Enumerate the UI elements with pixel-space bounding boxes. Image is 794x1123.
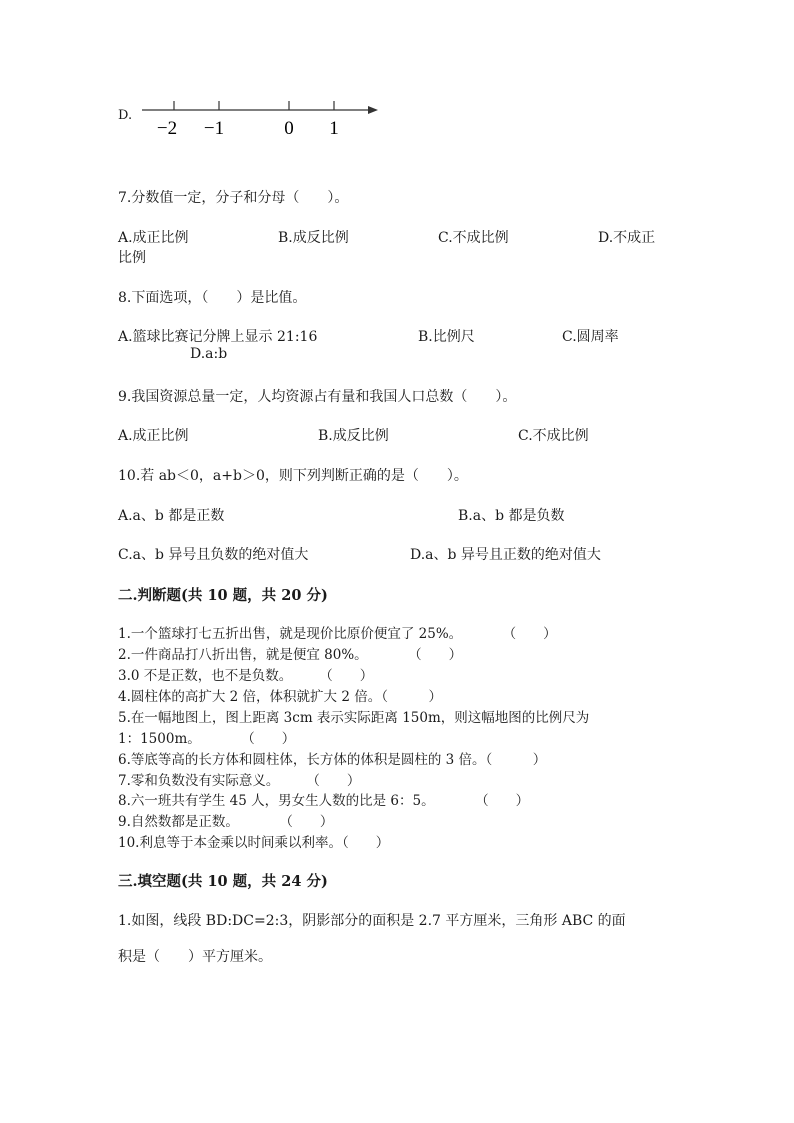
tick-label: 0 [284,118,294,139]
q10-option-c: C.a、b 异号且负数的绝对值大 [118,547,309,563]
q8-stem: 8.下面选项，（ ）是比值。 [118,290,307,306]
q7-option-b: B.成反比例 [278,230,349,246]
q9-option-b: B.成反比例 [318,428,389,444]
fill-blank-q1-line2: 积是（ ）平方厘米。 [118,949,272,965]
judgment-item-continued: 1：1500m。 （ ） [118,731,296,747]
judgment-item: 8.六一班共有学生 45 人，男女生人数的比是 6：5。 （ ） [118,793,530,809]
q8-option-c: C.圆周率 [562,329,619,345]
q7-option-c: C.不成比例 [438,230,509,246]
number-line-arrow [368,106,378,114]
q10-stem: 10.若 ab＜0，a+b＞0，则下列判断正确的是（ ）。 [118,468,468,484]
q8-option-b: B.比例尺 [418,329,475,345]
tick-label: −1 [203,118,225,139]
tick-label: 1 [329,118,339,139]
section-heading-judgment: 二.判断题(共 10 题，共 20 分) [118,587,328,604]
judgment-item: 1.一个篮球打七五折出售，就是现价比原价便宜了 25%。 （ ） [118,626,557,642]
q7-stem: 7.分数值一定，分子和分母（ ）。 [118,190,349,206]
judgment-item: 6.等底等高的长方体和圆柱体，长方体的体积是圆柱的 3 倍。（ ） [118,752,547,768]
q9-option-a: A.成正比例 [118,428,189,444]
option-d-label: D. [118,108,133,123]
q9-stem: 9.我国资源总量一定，人均资源占有量和我国人口总数（ ）。 [118,389,517,405]
fill-blank-q1-line1: 1.如图，线段 BD:DC=2:3，阴影部分的面积是 2.7 平方厘米，三角形 ABC 的面 [118,913,626,929]
q7-option-a: A.成正比例 [118,230,189,246]
section-heading-fill-blank: 三.填空题(共 10 题，共 24 分) [118,873,328,890]
judgment-item: 5.在一幅地图上，图上距离 3cm 表示实际距离 150m，则这幅地图的比例尺为 [118,710,590,726]
judgment-item: 9.自然数都是正数。 （ ） [118,814,334,830]
q7-option-d: D.不成正 [598,230,656,246]
judgment-item: 4.圆柱体的高扩大 2 倍，体积就扩大 2 倍。（ ） [118,689,442,705]
number-line [130,95,390,140]
q8-option-a: A.篮球比赛记分牌上显示 21:16 [118,329,318,345]
q10-option-b: B.a、b 都是负数 [458,508,565,524]
judgment-item: 2.一件商品打八折出售，就是便宜 80%。 （ ） [118,647,463,663]
judgment-item: 10.利息等于本金乘以时间乘以利率。（ ） [118,835,390,851]
q7-option-d-wrap: 比例 [118,250,146,266]
tick-label: −2 [156,118,178,139]
q10-option-d: D.a、b 异号且正数的绝对值大 [410,547,601,563]
q8-option-d: D.a:b [190,346,228,362]
q9-option-c: C.不成比例 [518,428,589,444]
q10-option-a: A.a、b 都是正数 [118,508,225,524]
judgment-item: 7.零和负数没有实际意义。 （ ） [118,773,361,789]
judgment-item: 3.0 不是正数，也不是负数。 （ ） [118,668,374,684]
